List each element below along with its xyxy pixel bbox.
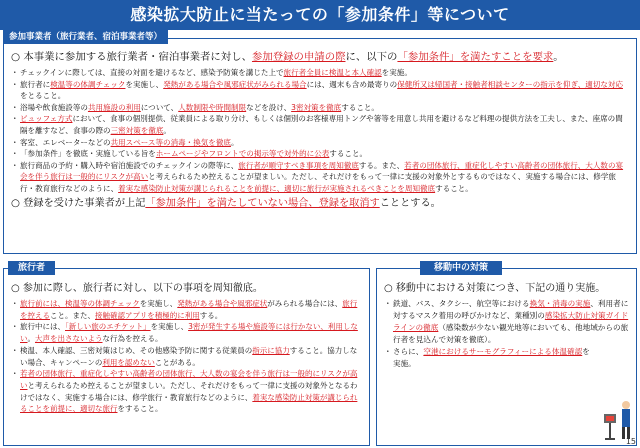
travelers-section bbox=[3, 268, 370, 446]
transit-item-guidelines: ・ 鉄道、バス、タクシー、航空等における換気・消毒の実施、利用者に対するマスク着用の呼びかけなど、業種別の感染拡大防止対策ガイドラインの徹底（感染数が少ない観光地等においても、他地域からの旅行者を見込んで対策を徹底）。 bbox=[384, 298, 629, 346]
page-title: 感染拡大防止に当たっての「参加条件」等について bbox=[0, 0, 640, 30]
operators-lead: ○ 本事業に参加する旅行業者・宿泊事業者に対し、参加登録の申請の際に、以下の「参加条件」を満たすことを要求。 bbox=[11, 51, 564, 63]
traveler-item-cooperation: ・ 検温、本人確認、三密対策はじめ、その他感染予防に関する従業員の指示に協力すること。協力しない場合、キャンペーンの利用を認めないことがある。 bbox=[11, 345, 362, 368]
operator-condition-checkin: ・ チェックインに際しては、直接の対面を避けるなど、感染予防策を講じた上で旅行者全員に検温と本人確認を実施。 bbox=[11, 67, 629, 79]
travelers-lead: ○ 参加に際し、旅行者に対し、以下の事項を周知徹底。 bbox=[11, 283, 263, 294]
operator-condition-publication: ・ 「参加条件」を徹底・実施している旨をホームページやフロントでの掲示等で対外的に公表すること。 bbox=[11, 148, 629, 160]
operators-section-tag: 参加事業者（旅行業者、宿泊事業者等） bbox=[3, 30, 168, 44]
transit-section bbox=[376, 268, 637, 446]
operator-condition-health-check: ・ 旅行者に検温等の体調チェックを実施し、発熱がある場合や風邪症状がみられる場合には、週末も含め最寄りの保健所又は帰国者・接触者相談センターの指示を仰ぎ、適切な対応をとること。 bbox=[11, 79, 629, 102]
page-number: 15 bbox=[625, 437, 636, 446]
participating-operators-section bbox=[3, 38, 637, 254]
circle-bullet-icon: ○ bbox=[11, 51, 24, 63]
traveler-item-pre-trip: ・ 旅行前には、検温等の体調チェックを実施し、発熱がある場合や風邪症状がみられる場合には、旅行を控えること。また、接触確認アプリを積極的に利用する。 bbox=[11, 298, 362, 321]
operator-condition-disinfection: ・ 客室、エレベーターなどの共用スペース等の消毒・換気を徹底。 bbox=[11, 137, 629, 149]
travelers-section-tag: 旅行者 bbox=[8, 261, 55, 275]
operator-condition-guidance: ・ 旅行商品の予約・購入時や宿泊施設でのチェックインの際等に、旅行者が順守すべき事項を周知徹底する。また、若者の団体旅行、重症化しやすい高齢者の団体旅行、大人数の宴会を伴う旅行は一般的にリスクが高いと考えられるため控えることが望ましい。ただし、それだけをもって一律に支援の対象外とするものではなく、実施する場合には、修学旅行・教育旅行などのように、着実な感染防止対策が講じられることを前提に、適切に旅行が実施されるべきことを周知徹底すること。 bbox=[11, 160, 629, 195]
traveler-item-during-trip: ・ 旅行中には、「新しい旅のエチケット」を実施し、3密が発生する場や施設等には行かない、利用しない。大声を出さないような行為を控える。 bbox=[11, 321, 362, 344]
circle-bullet-icon: ○ bbox=[384, 283, 396, 294]
circle-bullet-icon: ○ bbox=[11, 197, 24, 209]
operator-condition-buffet: ・ ビュッフェ方式において、食事の個別提供、従業員による取り分け、もしくは個別のお客様専用トングや箸等を用意し共用を避けるなど料理の提供方法を工夫し、また、座席の間隔を離すなど、食事の際の三密対策を徹底。 bbox=[11, 113, 629, 136]
operators-footnote: ○ 登録を受けた事業者が上記「参加条件」を満たしていない場合、登録を取消すこととする。 bbox=[11, 197, 441, 209]
transit-section-tag: 移動中の対策 bbox=[420, 261, 502, 275]
transit-lead: ○ 移動中における対策につき、下記の通り実施。 bbox=[384, 283, 606, 294]
traveler-item-group-travel: ・ 若者の団体旅行、重症化しやすい高齢者の団体旅行、大人数の宴会を伴う旅行は一般的にリスクが高いと考えられるため控えることが望ましい。ただし、それだけをもって一律に支援の対象外となるわけではなく、実施する場合には、修学旅行・教育旅行などのように、着実な感染防止対策が講じられることを前提に、適切な旅行をすること。 bbox=[11, 368, 362, 415]
circle-bullet-icon: ○ bbox=[11, 283, 23, 294]
transit-item-thermography: ・ さらに、空港におけるサーモグラフィーによる体温確認を実施。 bbox=[384, 346, 629, 370]
thermography-camera-icon bbox=[602, 398, 634, 442]
operator-condition-shared-facilities: ・ 浴場や飲食施設等の共用施設の利用について、人数制限や時間制限などを設け、3密対策を徹底すること。 bbox=[11, 102, 629, 114]
